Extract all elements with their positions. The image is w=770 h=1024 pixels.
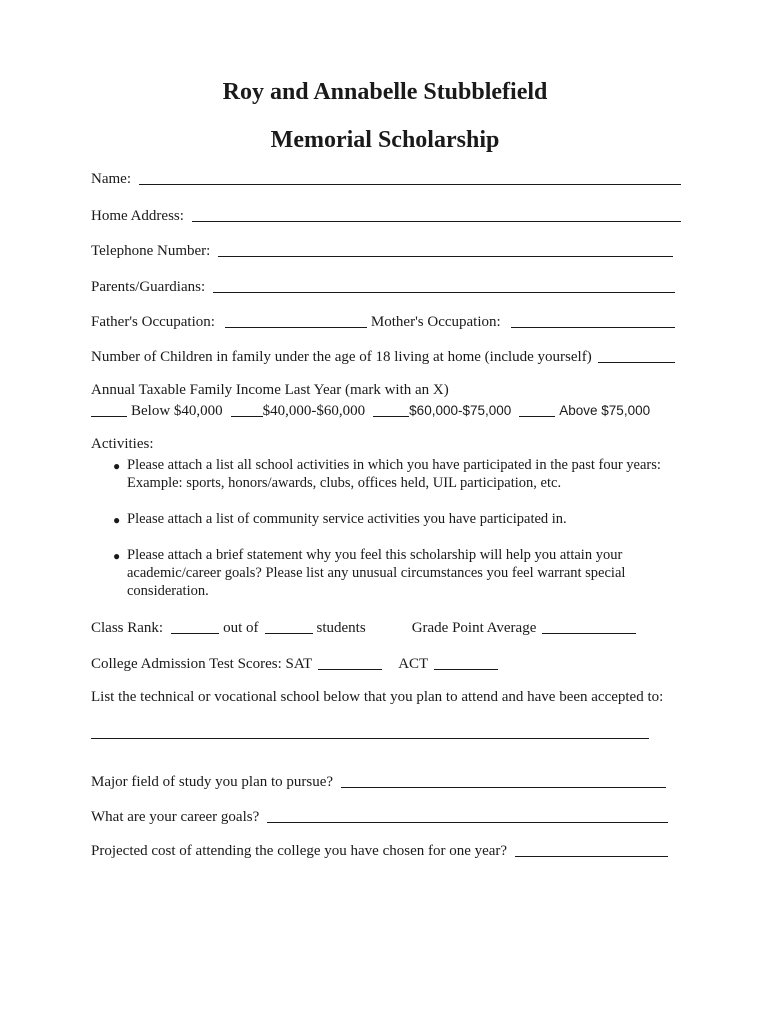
home-address-row — [91, 205, 681, 225]
telephone-label: Telephone Number: — [91, 243, 211, 259]
income-option-above-75000: Above $75,000 — [559, 403, 651, 418]
income-60000-75000-field[interactable] — [373, 402, 409, 417]
income-option-40000-60000: $40,000-$60,000 — [262, 403, 366, 419]
career-goals-field[interactable] — [267, 808, 668, 823]
class-rank-row — [91, 617, 681, 637]
name-row — [91, 168, 681, 188]
parents-row — [91, 276, 681, 296]
income-label: Annual Taxable Family Income Last Year (mark with an X) — [91, 382, 449, 398]
telephone-row — [91, 240, 681, 260]
major-field[interactable] — [341, 773, 666, 788]
children-label: Number of Children in family under the age of 18 living at home (include yourself) — [91, 349, 592, 365]
telephone-field[interactable] — [218, 242, 673, 257]
fathers-occupation-label: Father's Occupation: — [91, 314, 215, 330]
major-label: Major field of study you plan to pursue? — [91, 774, 334, 790]
projected-cost-row — [91, 840, 681, 860]
career-goals-label: What are your career goals? — [91, 809, 260, 825]
income-below-40000-field[interactable] — [91, 402, 127, 417]
projected-cost-label: Projected cost of attending the college you have chosen for one year? — [91, 843, 508, 859]
school-field[interactable] — [91, 737, 649, 739]
major-row — [91, 771, 681, 791]
activities-bullet — [113, 546, 673, 600]
fathers-occupation-field[interactable] — [225, 313, 367, 328]
name-field[interactable] — [139, 170, 681, 185]
home-address-label: Home Address: — [91, 208, 184, 224]
sat-field[interactable] — [318, 655, 382, 670]
name-label: Name: — [91, 171, 131, 187]
gpa-field[interactable] — [542, 619, 636, 634]
sat-label: College Admission Test Scores: SAT — [91, 656, 313, 672]
occupation-row — [91, 311, 681, 331]
act-field[interactable] — [434, 655, 498, 670]
test-scores-row — [91, 653, 681, 673]
activities-label: Activities: — [91, 436, 154, 452]
children-row — [91, 346, 681, 366]
class-rank-field[interactable] — [171, 619, 219, 634]
class-rank-students: students — [316, 620, 366, 636]
parents-field[interactable] — [213, 278, 675, 293]
mothers-occupation-field[interactable] — [511, 313, 675, 328]
parents-label: Parents/Guardians: — [91, 279, 206, 295]
home-address-field[interactable] — [192, 207, 681, 222]
form-subtitle: Memorial Scholarship — [270, 127, 500, 153]
act-label: ACT — [398, 656, 429, 672]
gpa-label: Grade Point Average — [411, 620, 537, 636]
income-option-below-40000: Below $40,000 — [131, 403, 223, 419]
income-40000-60000-field[interactable] — [231, 402, 263, 417]
income-above-75000-field[interactable] — [519, 402, 555, 417]
form-title: Roy and Annabelle Stubblefield — [222, 79, 548, 105]
income-options-row — [91, 400, 681, 420]
career-goals-row — [91, 806, 681, 826]
school-label: List the technical or vocational school below that you plan to attend and have been accepted to: — [91, 689, 664, 705]
activities-bullet-text: Please attach a brief statement why you feel this scholarship will help you attain your academic/career goals? Please list any unusual circumstances you feel warrant special consideration. — [127, 547, 626, 599]
mothers-occupation-label: Mother's Occupation: — [370, 314, 501, 330]
children-field[interactable] — [598, 348, 675, 363]
bullet-icon: ● — [113, 459, 121, 473]
income-option-60000-75000: $60,000-$75,000 — [409, 403, 512, 418]
activities-bullet — [113, 456, 673, 492]
class-size-field[interactable] — [265, 619, 313, 634]
activities-bullet-text: Please attach a list all school activities in which you have participated in the past four years: Example: sports, honors/awards, clubs, offices held, UIL participation, etc. — [127, 457, 661, 491]
activities-bullet — [113, 510, 673, 529]
bullet-icon: ● — [113, 549, 121, 563]
activities-bullet-text: Please attach a list of community service activities you have participated in. — [127, 511, 567, 527]
class-rank-out-of: out of — [223, 620, 259, 636]
bullet-icon: ● — [113, 513, 121, 527]
projected-cost-field[interactable] — [515, 842, 668, 857]
class-rank-label: Class Rank: — [91, 620, 164, 636]
